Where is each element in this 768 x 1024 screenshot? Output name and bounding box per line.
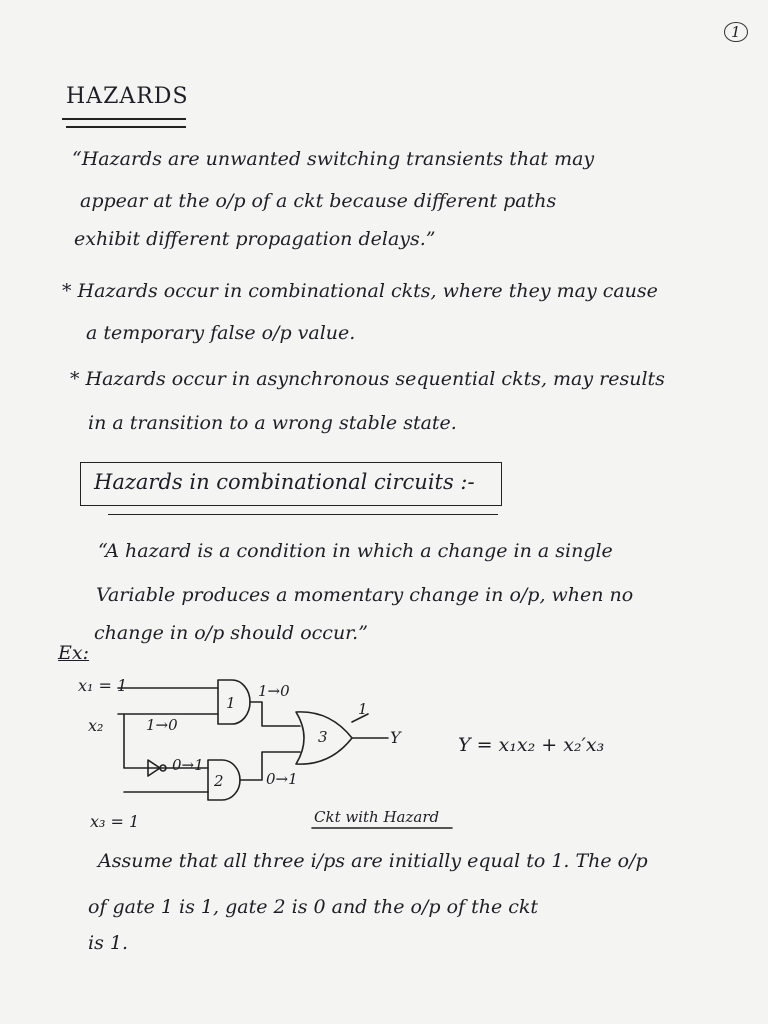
gate-2 xyxy=(208,760,240,800)
closing-line-2: of gate 1 is 1, gate 2 is 0 and the o/p of the ckt xyxy=(88,896,539,918)
closing-line-3: is 1. xyxy=(88,932,128,954)
section-definition-line-2: Variable produces a momentary change in o/p, when no xyxy=(96,584,634,606)
x3-label: x₃ = 1 xyxy=(90,812,140,831)
gate-2-output-transition: 0→1 xyxy=(266,770,298,788)
section-definition-line-3: change in o/p should occur.” xyxy=(94,622,368,644)
definition-line-1: “Hazards are unwanted switching transients that may xyxy=(72,148,595,170)
output-label: Y xyxy=(390,728,401,747)
delayed-transition: 0→1 xyxy=(172,756,204,774)
definition-line-2: appear at the o/p of a ckt because different paths xyxy=(80,190,557,212)
bullet-1-line-2: a temporary false o/p value. xyxy=(86,322,356,344)
page-number: 1 xyxy=(724,22,748,42)
x1-label: x₁ = 1 xyxy=(78,676,128,695)
circuit-equation: Y = x₁x₂ + x₂′x₃ xyxy=(458,734,605,756)
gate-1-label: 1 xyxy=(226,694,236,712)
x2-transition: 1→0 xyxy=(146,716,178,734)
bullet-2-line-2: in a transition to a wrong stable state. xyxy=(88,412,457,434)
page-title: HAZARDS xyxy=(66,84,189,109)
wire-gate1-out xyxy=(250,702,300,726)
definition-line-3: exhibit different propagation delays.” xyxy=(74,228,436,250)
bullet-2-line-1: * Hazards occur in asynchronous sequential ckts, may results xyxy=(70,368,665,390)
section-definition-line-1: “A hazard is a condition in which a change in a single xyxy=(98,540,613,562)
bullet-1-line-1: * Hazards occur in combinational ckts, where they may cause xyxy=(62,280,658,302)
gate-1-output-transition: 1→0 xyxy=(258,682,290,700)
section-heading: Hazards in combinational circuits :- xyxy=(94,470,475,494)
closing-line-1: Assume that all three i/ps are initially equal to 1. The o/p xyxy=(98,850,648,872)
example-label: Ex: xyxy=(58,642,89,664)
gate-3-label: 3 xyxy=(318,728,328,746)
circuit-caption: Ckt with Hazard xyxy=(314,808,440,826)
x2-label: x₂ xyxy=(88,716,104,735)
output-value: 1 xyxy=(358,700,368,718)
gate-2-label: 2 xyxy=(214,772,224,790)
